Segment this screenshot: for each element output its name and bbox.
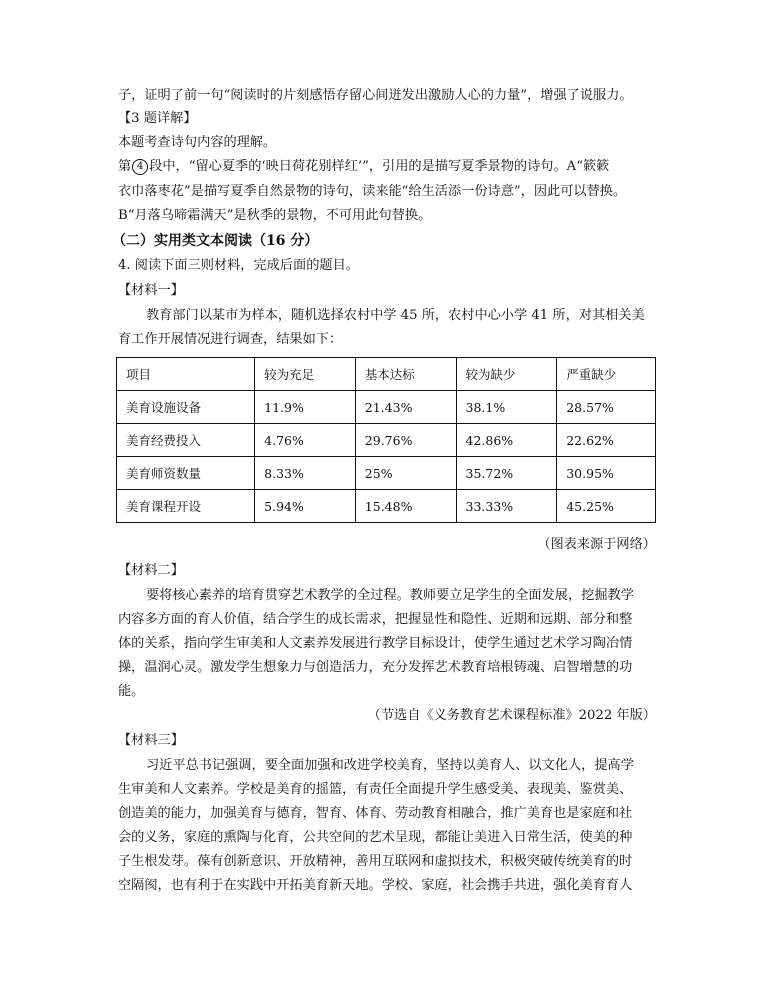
q3-line-3: 衣巾落枣花”是描写夏季自然景物的诗句，读来能“给生活添一份诗意”，因此可以替换。 [118,184,627,199]
material-3-para-2: 生审美和人文素养。学校是美育的摇篮，有责任全面提升学生感受美、表现美、鉴赏美、 [118,782,633,797]
q3-line-2-text: 段中，“留心夏季的‘映日荷花别样红’”，引用的是描写夏季景物的诗句。A“簌簌 [149,159,610,174]
material-2-para-2: 内容多方面的育人价值，结合学生的成长需求，把握显性和隐性、近期和远期、部分和整 [118,612,633,627]
table-header-cell: 较为缺少 [456,358,557,391]
table-header-row [117,358,656,391]
section-heading: （二）实用类文本阅读（16 分） [112,233,319,249]
table-row [117,457,656,490]
table-cell: 42.86% [456,424,557,457]
paragraph-number-circle: 4 [132,159,148,175]
table-cell: 29.76% [355,424,456,457]
material-3-para-4: 会的义务，家庭的熏陶与化育，公共空间的艺术呈现，都能让美进入日常生活，使美的种 [118,830,633,845]
table-cell: 28.57% [557,391,656,424]
table-header-cell: 基本达标 [355,358,456,391]
table-header-cell: 严重缺少 [557,358,656,391]
table-cell: 美育师资数量 [117,457,255,490]
table-cell: 11.9% [255,391,356,424]
table-row [117,391,656,424]
question-4: 4. 阅读下面三则材料，完成后面的题目。 [118,258,359,273]
material-2-para-1: 要将核心素养的培育贯穿艺术教学的全过程。教师要立足学生的全面发展，挖掘教学 [146,588,634,603]
material-3-heading: 【材料三】 [118,733,184,748]
table-cell: 15.48% [355,490,456,523]
table-cell: 美育经费投入 [117,424,255,457]
q3-line-1: 本题考查诗句内容的理解。 [118,135,277,150]
q3-line-2 [118,157,658,177]
table-source-note: （图表来源于网络） [537,537,656,552]
material-1-para-1: 教育部门以某市为样本，随机选择农村中学 45 所，农村中心小学 41 所，对其相关美 [146,308,645,323]
q3-line-2-prefix: 第 [118,159,132,174]
material-2-source: （节选自《义务教育艺术课程标准》2022 年版） [367,708,656,723]
table-cell: 25% [355,457,456,490]
table-cell: 33.33% [456,490,557,523]
answer-line-1: 子，证明了前一句“阅读时的片刻感悟存留心间迸发出激励人心的力量”，增强了说服力。 [118,88,633,103]
material-2-para-5: 能。 [118,684,145,699]
material-2-para-4: 操，温润心灵。激发学生想象力与创造活力，充分发挥艺术教育培根铸魂、启智增慧的功 [118,660,633,675]
material-2-heading: 【材料二】 [118,563,184,578]
material-1-para-2: 育工作开展情况进行调查，结果如下： [118,332,343,347]
material-2-para-3: 体的关系，指向学生审美和人文素养发展进行教学目标设计，使学生通过艺术学习陶冶情 [118,636,633,651]
survey-table [116,357,656,523]
table-row [117,490,656,523]
table-cell: 8.33% [255,457,356,490]
table-cell: 21.43% [355,391,456,424]
table-cell: 22.62% [557,424,656,457]
q3-detail-heading: 【3 题详解】 [118,111,197,126]
q3-line-4: B“月落乌啼霜满天”是秋季的景物，不可用此句替换。 [118,208,432,223]
material-3-para-1: 习近平总书记强调，要全面加强和改进学校美育，坚持以美育人、以文化人，提高学 [146,758,634,773]
table-cell: 4.76% [255,424,356,457]
table-cell: 美育设施设备 [117,391,255,424]
table-header-cell: 较为充足 [255,358,356,391]
material-3-para-3: 创造美的能力，加强美育与德育，智育、体育、劳动教育相融合，推广美育也是家庭和社 [118,806,633,821]
table-cell: 5.94% [255,490,356,523]
table-cell: 45.25% [557,490,656,523]
table-cell: 30.95% [557,457,656,490]
table-row [117,424,656,457]
table-cell: 35.72% [456,457,557,490]
material-3-para-5: 子生根发芽。葆有创新意识、开放精神，善用互联网和虚拟技术，积极突破传统美育的时 [118,854,633,869]
table-cell: 美育课程开设 [117,490,255,523]
material-3-para-6: 空隔阂，也有利于在实践中开拓美育新天地。学校、家庭，社会携手共进，强化美育育人 [118,878,633,893]
table-cell: 38.1% [456,391,557,424]
material-1-heading: 【材料一】 [118,283,184,298]
table-header-cell: 项目 [117,358,255,391]
